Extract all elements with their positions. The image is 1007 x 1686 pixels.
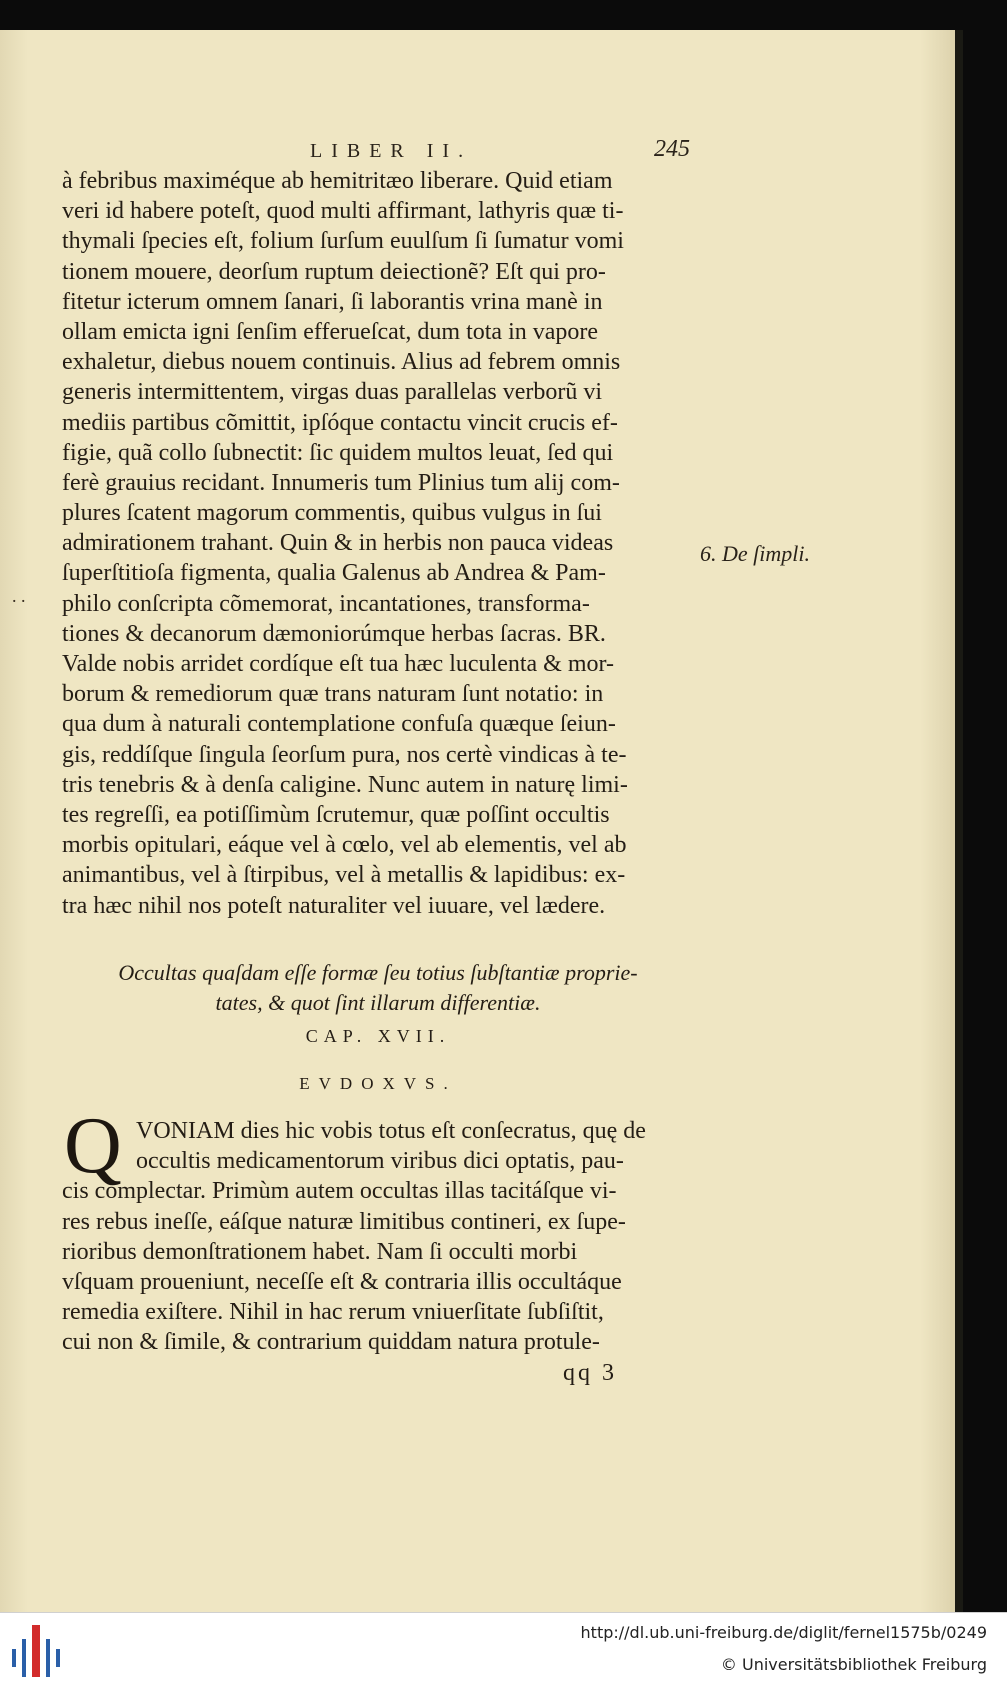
text-line: animantibus, vel à ſtirpibus, vel à metallis & lapidibus: ex- — [62, 862, 626, 889]
chapter-heading-line: tates, & quot ſint illarum differentiæ. — [215, 990, 541, 1015]
copyright-notice: © Universitätsbibliothek Freiburg — [720, 1655, 987, 1674]
chapter-heading — [62, 958, 694, 1018]
text-line: Valde nobis arridet cordíque eſt tua hæc luculenta & mor- — [62, 651, 615, 677]
logo-bar — [46, 1639, 50, 1677]
marginal-note: 6. De ſimpli. — [700, 541, 810, 566]
text-line: philo conſcripta cõmemorat, incantationes, transforma- — [62, 590, 590, 617]
text-line: remedia exiſtere. Nihil in hac rerum vniuerſitate ſubſiſtit, — [62, 1299, 604, 1326]
text-line: tionem mouere, deorſum ruptum deiectionẽ? Eſt qui pro- — [62, 258, 606, 285]
chapter-number: CAP. XVII. — [305, 1026, 451, 1046]
library-logo-icon[interactable] — [8, 1625, 64, 1677]
text-line: ſuperſtitioſa figmenta, qualia Galenus ab Andrea & Pam- — [62, 560, 606, 587]
text-line: exhaletur, diebus nouem continuis. Alius ad febrem omnis — [62, 349, 621, 376]
text-line: thymali ſpecies eſt, folium ſurſum euulſum ſi ſumatur vomi — [62, 228, 624, 255]
logo-bar — [22, 1639, 26, 1677]
text-line: tra hæc nihil nos poteſt naturaliter vel iuuare, vel lædere. — [62, 892, 606, 919]
text-line: cis complectar. Primùm autem occultas illas tacitáſque vi- — [62, 1178, 617, 1205]
text-line: fitetur icterum omnem ſanari, ſi laborantis vrina manè in — [62, 288, 603, 315]
running-head — [62, 112, 690, 162]
text-line: gis, reddíſque ſingula ſeorſum pura, nos certè vindicas à te- — [62, 741, 627, 768]
text-line: cui non & ſimile, & contrarium quiddam natura protule- — [62, 1329, 600, 1356]
logo-bar — [12, 1649, 16, 1667]
signature-mark: qq 3 — [563, 1360, 617, 1386]
text-line: ferè grauius recidant. Innumeris tum Plinius tum alij com- — [62, 469, 620, 496]
text-line: VONIAM dies hic vobis totus eſt conſecratus, quę de — [136, 1118, 646, 1144]
page-edge — [955, 30, 963, 1612]
text-line: figie, quã collo ſubnectit: ſic quidem multos leuat, ſed qui — [62, 439, 614, 466]
text-line: vſquam proueniunt, neceſſe eſt & contraria illis occultáque — [62, 1268, 622, 1295]
speaker-name: EVDOXVS. — [299, 1074, 457, 1093]
chapter-text — [62, 1116, 694, 1358]
running-title: LIBER II. — [310, 140, 473, 162]
text-line: tes regreſſi, ea potiſſimùm ſcrutemur, quæ poſſint occultis — [62, 801, 610, 828]
text-line: plures ſcatent magorum commentis, quibus vulgus in ſui — [62, 500, 602, 527]
main-text — [62, 166, 694, 921]
text-line: tris tenebris & à denſa caligine. Nunc autem in naturę limi- — [62, 771, 628, 798]
chapter-heading-line: Occultas quaſdam eſſe formæ ſeu totius ſubſtantiæ proprie- — [118, 960, 638, 985]
text-line: ollam emicta igni ſenſim efferueſcat, dum tota in vapore — [62, 318, 599, 345]
logo-bar — [56, 1649, 60, 1667]
text-line: mediis partibus cõmittit, ipſóque contactu vincit crucis ef- — [62, 409, 618, 436]
text-line: occultis medicamentorum viribus dici optatis, pau- — [136, 1148, 624, 1175]
text-line: à febribus maximéque ab hemitritæo liberare. Quid etiam — [62, 168, 613, 194]
text-line: res rebus ineſſe, eáſque naturæ limitibus contineri, ex ſupe- — [62, 1208, 626, 1235]
text-line: morbis opitulari, eáque vel à cœlo, vel ab elementis, vel ab — [62, 832, 627, 859]
drop-capital: Q — [64, 1102, 122, 1190]
text-line: generis intermittentem, virgas duas parallelas verborũ vi — [62, 379, 603, 406]
logo-bar — [32, 1625, 40, 1677]
text-line: admirationem trahant. Quin & in herbis non pauca videas — [62, 530, 614, 557]
text-line: veri id habere poteſt, quod multi affirmant, lathyris quæ ti- — [62, 198, 624, 225]
text-line: tiones & decanorum dæmoniorúmque herbas ſacras. BR. — [62, 620, 606, 647]
text-line: rioribus demonſtrationem habet. Nam ſi occulti morbi — [62, 1238, 578, 1265]
folio-number: 245 — [654, 136, 690, 162]
permalink[interactable]: http://dl.ub.uni-freiburg.de/diglit/fernel1575b/0249 — [580, 1623, 987, 1642]
margin-dots: . . — [12, 586, 26, 606]
text-line: borum & remediorum quæ trans naturam ſunt notatio: in — [62, 681, 604, 708]
book-page — [0, 30, 955, 1612]
footer-bar — [0, 1612, 1007, 1686]
text-line: qua dum à naturali contemplatione confuſa quæque ſeiun- — [62, 711, 616, 738]
